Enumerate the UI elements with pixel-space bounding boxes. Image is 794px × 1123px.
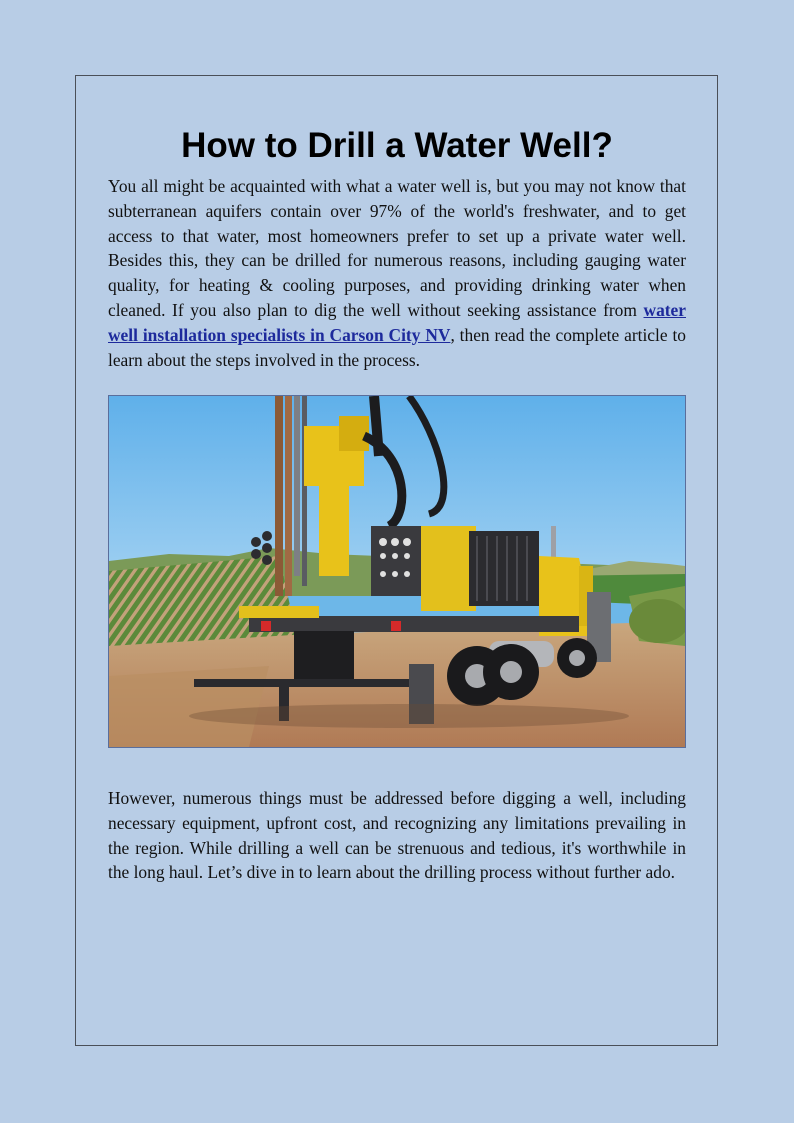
intro-text-after-link: , then read the complete article to learn about the steps involved in the process. [108,324,686,370]
drilling-rig-photo [108,395,686,748]
intro-paragraph [108,174,686,372]
specialists-link[interactable]: water well installation specialists in Carson City NV [108,299,686,345]
second-paragraph: However, numerous things must be addressed before digging a well, including necessary equipment, upfront cost, and recognizing any limitations prevailing in the region. While drilling a well can be strenuous and tedious, it's worthwhile in the long haul. Let’s dive in to learn about the drilling process without further ado. [108,788,686,883]
intro-text-before-link: You all might be acquainted with what a water well is, but you may not know that subterranean aquifers contain over 97% of the world's freshwater, and to get access to that water, most homeowners prefer to set up a private water well. Besides this, they can be drilled for numerous reasons, including gauging water quality, for heating & cooling purposes, and providing drinking water when cleaned. If you also plan to dig the well without seeking assistance from [108,176,686,320]
article-title: How to Drill a Water Well? [181,126,613,165]
